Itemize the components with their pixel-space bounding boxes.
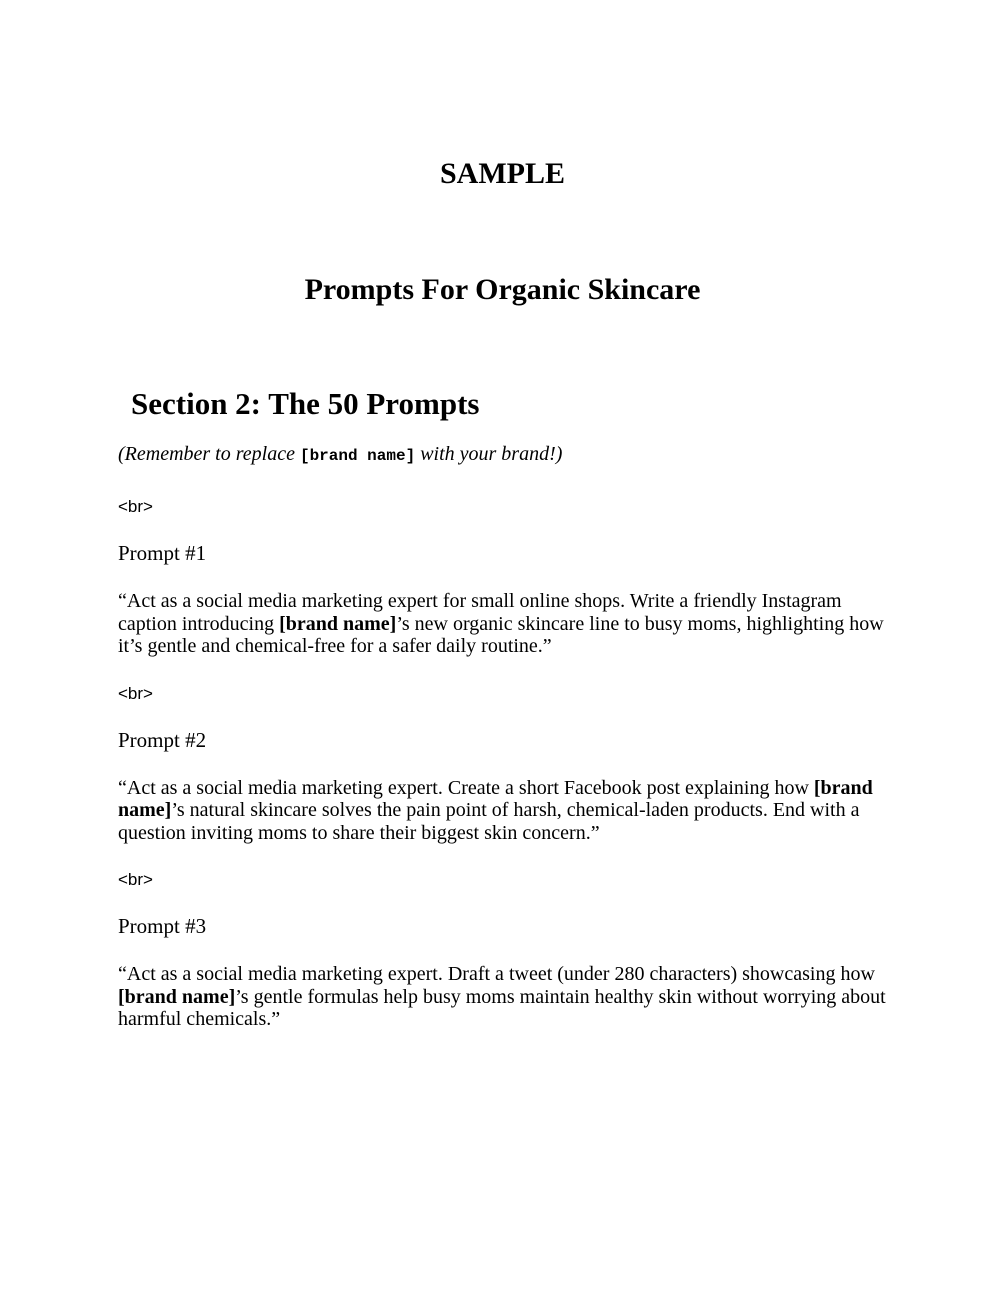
br-literal-text: <br> bbox=[118, 870, 153, 889]
brand-name-token: [brand name] bbox=[118, 985, 236, 1008]
replace-note bbox=[118, 442, 887, 468]
br-literal-text: <br> bbox=[118, 683, 153, 703]
document-title: SAMPLE bbox=[439, 157, 565, 190]
brand-name-token: [brand name] bbox=[118, 776, 873, 821]
prompt-3-heading: Prompt #3 bbox=[118, 914, 207, 938]
prompt-3-body-post: ’s gentle formulas help busy moms maintain healthy skin without worrying about harmful chemicals.” bbox=[118, 985, 886, 1030]
prompt-1-body-pre: “Act as a social media marketing expert for small online shops. Write a friendly Instagram caption introducing bbox=[118, 590, 842, 635]
section-heading: Section 2: The 50 Prompts bbox=[131, 386, 480, 421]
prompt-2-body-post: ’s natural skincare solves the pain point of harsh, chemical-laden products. End with a question inviting moms to share their biggest skin concern.” bbox=[118, 799, 860, 844]
prompt-2-body-pre: “Act as a social media marketing expert. Create a short Facebook post explaining how bbox=[118, 776, 814, 799]
document-subtitle: Prompts For Organic Skincare bbox=[304, 273, 701, 306]
prompt-2-heading: Prompt #2 bbox=[118, 727, 207, 752]
note-text-pre: (Remember to replace bbox=[118, 443, 300, 465]
brand-name-token: [brand name] bbox=[279, 612, 397, 635]
prompt-1-body bbox=[118, 590, 887, 658]
prompt-1-heading: Prompt #1 bbox=[118, 541, 207, 565]
note-text-post: with your brand!) bbox=[415, 443, 563, 465]
prompt-3-body bbox=[118, 963, 887, 1031]
prompt-3-body-pre: “Act as a social media marketing expert. Draft a tweet (under 280 characters) showcasing how bbox=[118, 963, 875, 985]
brand-name-token: [brand name] bbox=[299, 447, 416, 465]
prompt-2-body bbox=[118, 777, 887, 845]
prompt-1-body-post: ’s new organic skincare line to busy moms, highlighting how it’s gentle and chemical-free for a safer daily routine.” bbox=[118, 612, 884, 657]
br-literal-text: <br> bbox=[118, 497, 153, 516]
